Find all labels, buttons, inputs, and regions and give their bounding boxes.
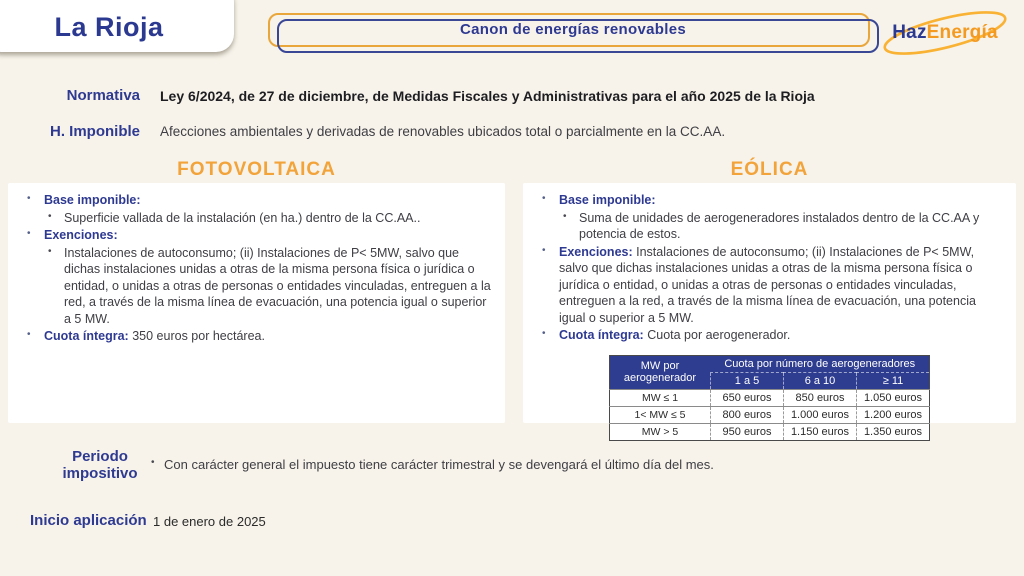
table-col-header: 6 a 10 [784,372,857,389]
table-cell: 850 euros [784,389,857,406]
logo-text-energia: Energía [926,22,998,43]
exenciones-text: Instalaciones de autoconsumo; (ii) Instalaciones de P< 5MW, salvo que dichas instalaciones unidas a otras de la misma persona física o jurídica o entidad, o unidas a otras de personas o entidades vinculadas, entreguen a la red, a través de la misma línea de evacuación, una potencia igual o superior a 5 MW. [559,244,976,325]
table-cell: 1.200 euros [857,406,930,423]
exenciones-label: Exenciones: [44,228,118,242]
table-row [610,389,930,406]
hazenergia-logo [878,8,1012,58]
inicio-aplicacion-label: Inicio aplicación [30,512,147,529]
cuota-integra-label: Cuota íntegra: [44,329,129,343]
hecho-imponible-value: Afecciones ambientales y derivadas de renovables ubicados total o parcialmente en la CC.AA. [160,124,726,139]
fotovoltaica-list [20,192,493,345]
normativa-value: Ley 6/2024, de 27 de diciembre, de Medidas Fiscales y Administrativas para el año 2025 de la Rioja [160,88,815,104]
list-item [20,328,493,345]
eolica-heading: EÓLICA [730,159,809,180]
eolica-card [523,183,1016,438]
row-label: MW ≤ 1 [610,389,711,406]
base-imponible-text: Suma de unidades de aerogeneradores instalados dentro de la CC.AA y potencia de estos. [579,210,980,241]
table-col-header: ≥ 11 [857,372,930,389]
table-group-header: Cuota por número de aerogeneradores [711,355,930,372]
base-imponible-label: Base imponible: [559,193,656,207]
eolica-list [535,192,1004,344]
table-row [610,406,930,423]
table-cell: 1.350 euros [857,423,930,440]
cuota-aerogenerador-table [609,355,930,441]
list-item [20,245,493,328]
cuota-integra-text: Cuota por aerogenerador. [647,328,791,342]
list-item [20,227,493,244]
cuota-integra-label: Cuota íntegra: [559,328,644,342]
hecho-imponible-label: H. Imponible [50,123,140,140]
region-name: La Rioja [54,12,164,42]
logo-text-haz: Haz [892,22,927,43]
list-item [20,192,493,209]
slide-title-box [268,12,878,54]
normativa-label: Normativa [66,87,140,104]
logo-wordmark [878,8,1012,58]
base-imponible-text: Superficie vallada de la instalación (en ha.) dentro de la CC.AA.. [64,210,421,225]
slide-title: Canon de energías renovables [460,21,686,38]
table-cell: 950 euros [711,423,784,440]
list-item [535,244,1004,327]
exenciones-label: Exenciones: [559,244,633,259]
list-item [535,327,1004,344]
fotovoltaica-heading: FOTOVOLTAICA [177,159,336,180]
table-header [610,355,930,389]
list-item [535,210,1004,243]
list-item [535,192,1004,209]
inicio-aplicacion-value: 1 de enero de 2025 [153,514,266,529]
table-cell: 800 euros [711,406,784,423]
table-col-header: 1 a 5 [711,372,784,389]
row-label: 1< MW ≤ 5 [610,406,711,423]
region-card [0,0,234,52]
table-cell: 1.150 euros [784,423,857,440]
table-cell: 650 euros [711,389,784,406]
list-item [20,210,493,227]
periodo-impositivo-value: • Con carácter general el impuesto tiene carácter trimestral y se devengará el último día del mes. [148,457,884,472]
table-cell: 1.050 euros [857,389,930,406]
exenciones-text: Instalaciones de autoconsumo; (ii) Instalaciones de P< 5MW, salvo que dichas instalaciones unidas a otras de la misma persona física o jurídica o entidad, o unidas a otras de personas o entidades vinculadas, entreguen a la red, a través de la misma línea de evacuación, una potencia igual o superior a 5 MW. [64,245,491,326]
row-label: MW > 5 [610,423,711,440]
table-cell: 1.000 euros [784,406,857,423]
base-imponible-label: Base imponible: [44,193,141,207]
periodo-impositivo-label: Periodo impositivo [62,448,138,483]
table-row [610,423,930,440]
table-corner-header: MW por aerogenerador [610,355,711,389]
fotovoltaica-card [8,183,505,423]
table-body [610,389,930,440]
cuota-integra-text: 350 euros por hectárea. [132,329,265,343]
